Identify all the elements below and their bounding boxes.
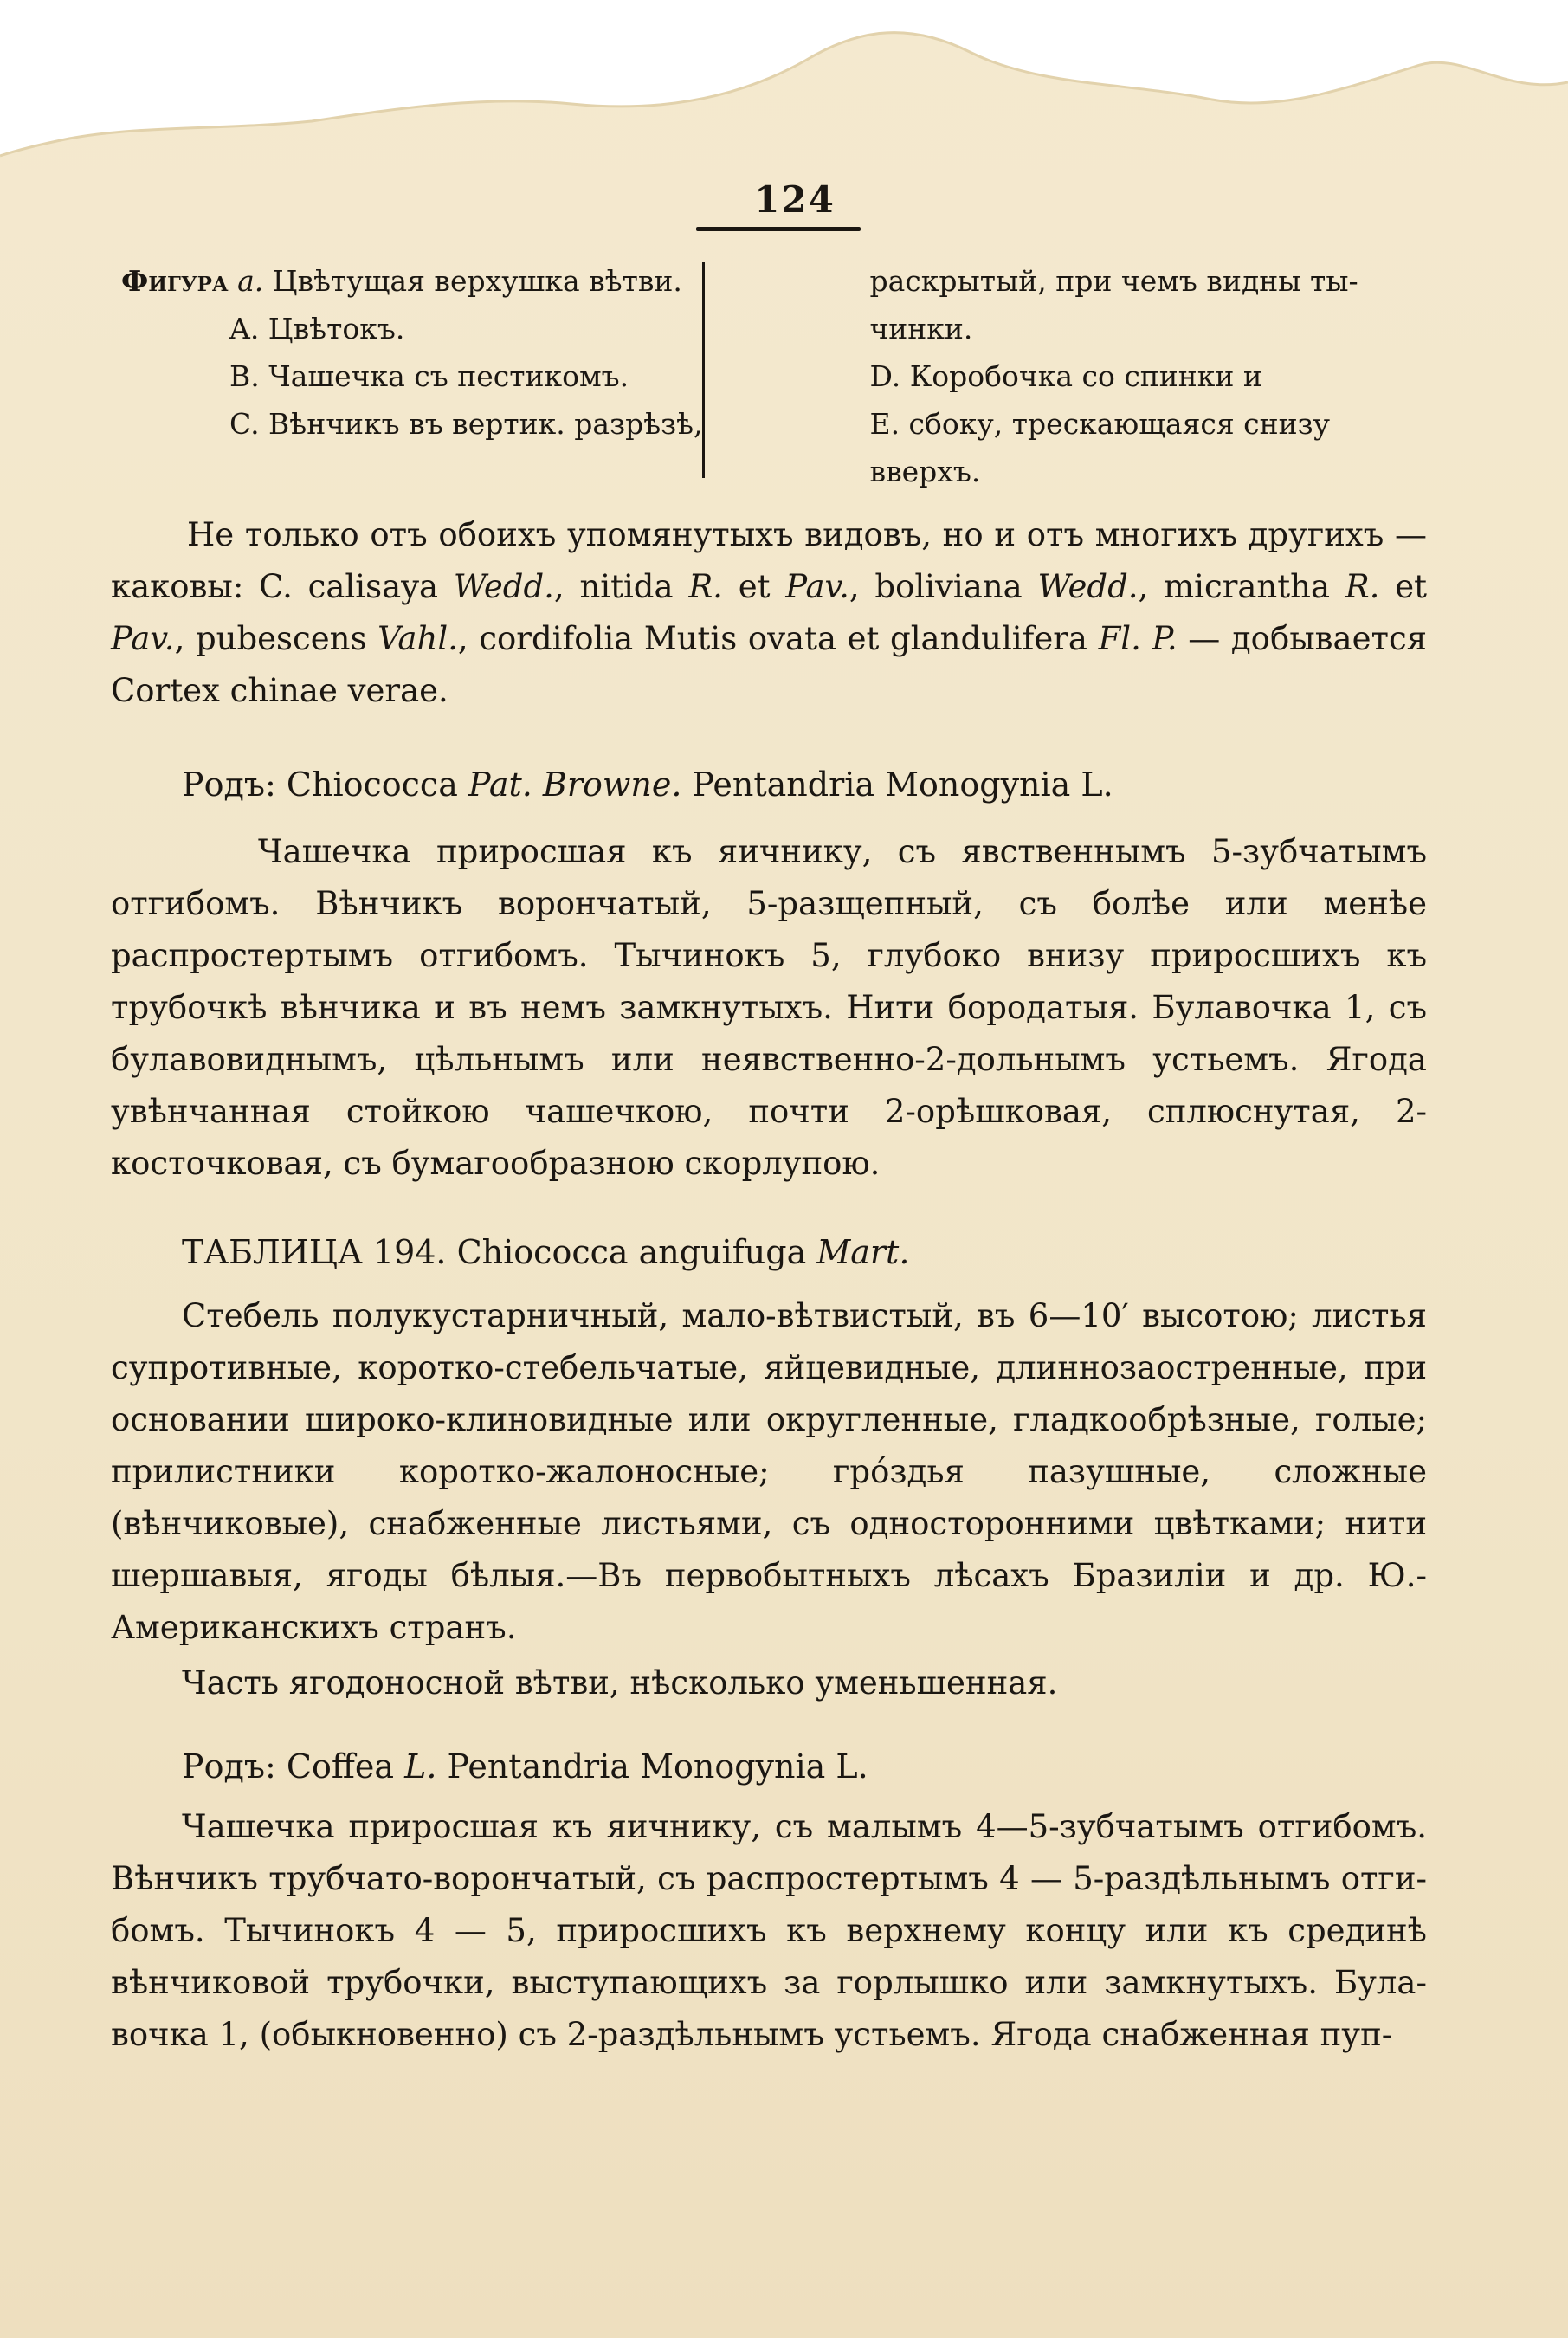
author-abbrev: Vahl. xyxy=(377,620,458,657)
legend-item: A. Цвѣтокъ. xyxy=(229,312,405,346)
legend-item: E. сбоку, трескающаяся снизу xyxy=(869,407,1331,441)
author-abbrev: Wedd. xyxy=(453,568,554,605)
author-abbrev: Fl. P. xyxy=(1098,620,1178,657)
text-run: et xyxy=(1379,568,1427,605)
genus-name: Родъ: Chiococca xyxy=(182,765,468,804)
genus-name: Родъ: Coffea xyxy=(182,1747,405,1786)
text-run: , cordifolia Mutis ovata et glandulifera xyxy=(457,620,1099,657)
author-abbrev: R. xyxy=(688,568,723,605)
legend-item: D. Коробочка со спинки и xyxy=(869,359,1262,393)
genus-author: L. xyxy=(404,1747,437,1786)
author-abbrev: Pav. xyxy=(785,568,849,605)
legend-item: раскрытый, при чемъ видны ты- xyxy=(869,264,1358,298)
author-abbrev: R. xyxy=(1345,568,1380,605)
table-heading xyxy=(111,1226,1427,1278)
header-rule xyxy=(696,227,861,231)
legend-right-column xyxy=(705,257,1427,495)
author-abbrev: Wedd. xyxy=(1037,568,1139,605)
author-abbrev: Pav. xyxy=(111,620,175,657)
text-run: — добывается Cortex chinae verae. xyxy=(111,620,1428,709)
species-author: Mart. xyxy=(816,1233,910,1271)
table-label: ТАБЛИЦА 194. xyxy=(182,1233,447,1271)
species-description: Стебель полукустарничный, мало-вѣтвистый, въ 6—10′ высотою; листья супротивные, коротко-стебельчатые, яйцевидные, длиннозаостренные, при основании широко-клиновидные или округленные, гладкообрѣзные, голые; прилистники коротко-жалоносные; грóздья пазушные, сложные (вѣнчиковые), снабженные листьями, съ односторонними цвѣтками; нити шершавыя, ягоды бѣлыя.—Въ первобытныхъ лѣсахъ Бразиліи и др. Ю.-Американскихъ странъ. xyxy=(111,1297,1427,1646)
genus-description-chiococca: Чашечка приросшая къ яичнику, съ явственнымъ 5-зубчатымъ отгибомъ. Вѣнчикъ ворончатый, 5-разщепный, съ болѣе или менѣе распростертымъ отгибомъ. Тычинокъ 5, глубоко внизу приросшихъ къ трубочкѣ вѣнчика и въ немъ замкнутыхъ. Нити бородатыя. Булавочка 1, съ булавовиднымъ, цѣльнымъ или неявственно-2-дольнымъ устьемъ. Ягода увѣнчанная стойкою чашечкою, почти 2-орѣшковая, сплюснутая, 2-косточковая, съ бумагообразною скорлупою. xyxy=(111,833,1427,1182)
legend-item: вверхъ. xyxy=(869,455,981,488)
figure-legend xyxy=(111,257,1427,495)
text-run: et xyxy=(722,568,786,605)
legend-text: Цвѣтущая верхушка вѣтви. xyxy=(272,264,682,298)
text-run: , pubescens xyxy=(174,620,378,657)
legend-item: C. Вѣнчикъ въ вертик. разрѣзѣ, xyxy=(229,407,703,441)
genus-author: Pat. Browne. xyxy=(468,765,682,804)
genus-description-coffea: Чашечка приросшая къ яичнику, съ малымъ 4—5-зубчатымъ отгибомъ. Вѣнчикъ трубчато-ворончатый, съ распростертымъ 4 — 5-раздѣльнымъ отгибомъ. Тычинокъ 4 — 5, приросшихъ къ верхнему концу или къ срединѣ вѣнчиковой трубочки, выступающихъ за горлышко или замкнутыхъ. Булавочка 1, (обыкновенно) съ 2-раздѣльнымъ устьемъ. Ягода снабженная пуп- xyxy=(111,1808,1427,2053)
figure-caption: Часть ягодоносной вѣтви, нѣсколько уменьшенная. xyxy=(182,1664,1058,1702)
legend-item: чинки. xyxy=(869,312,973,346)
page-number: 124 xyxy=(754,178,836,221)
species-name: Chiococca anguifuga xyxy=(446,1233,817,1271)
page-content xyxy=(111,178,1428,2061)
figure-label: Фигура xyxy=(121,264,229,298)
figure-letter: a. xyxy=(237,264,264,298)
legend-item: B. Чашечка съ пестикомъ. xyxy=(229,359,629,393)
text-run: , micrantha xyxy=(1138,568,1345,605)
genus-class: Pentandria Monogynia L. xyxy=(436,1747,868,1786)
text-run: , boliviana xyxy=(849,568,1038,605)
genus-class: Pentandria Monogynia L. xyxy=(681,765,1113,804)
text-run: Не только отъ обоихъ упомянутыхъ видовъ, но и отъ многихъ другихъ —каковы: C. calisaya xyxy=(111,516,1427,605)
genus-heading-chiococca xyxy=(111,759,1427,811)
genus-heading-coffea xyxy=(111,1741,1427,1792)
legend-item xyxy=(121,257,702,305)
legend-left-column xyxy=(111,257,702,495)
species-paragraph xyxy=(111,509,1427,717)
text-run: , nitida xyxy=(553,568,689,605)
